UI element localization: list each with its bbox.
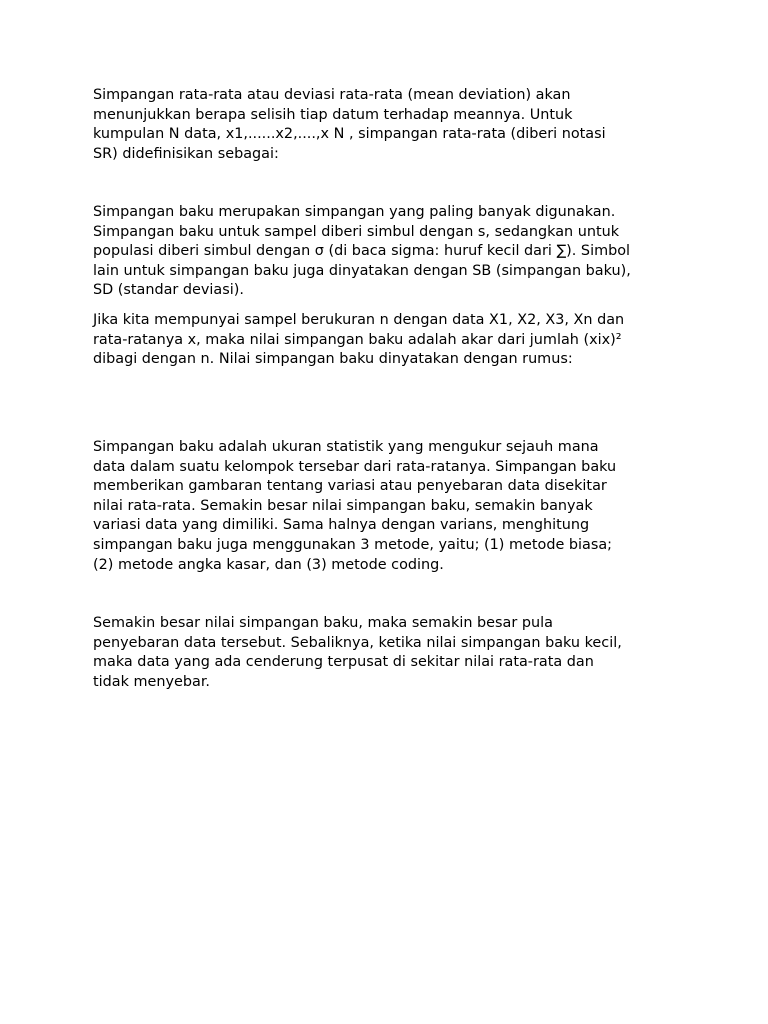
paragraph-sample-formula: Jika kita mempunyai sampel berukuran n dengan data X1, X2, X3, Xn dan rata-ratanya x, maka nilai simpangan baku adalah akar dari jumlah (xix)² dibagi dengan n. Nilai simpangan baku dinyatakan dengan rumus: [93,312,625,368]
paragraph-standard-deviation-intro: Simpangan baku merupakan simpangan yang paling banyak digunakan. Simpangan baku untuk sampel diberi simbul dengan s, sedangkan untuk populasi diberi simbul dengan σ (di baca sigma: huruf kecil dari ∑). Simbol lain untuk simpangan baku juga dinyatakan dengan SB (simpangan baku), SD (standar deviasi). [93,204,631,299]
paragraph-standard-deviation-definition: Simpangan baku adalah ukuran statistik yang mengukur sejauh mana data dalam suatu kelompok tersebar dari rata-ratanya. Simpangan baku memberikan gambaran tentang variasi atau penyebaran data disekitar nilai rata-rata. Semakin besar nilai simpangan baku, semakin banyak variasi data yang dimiliki. Sama halnya dengan varians, menghitung simpangan baku juga menggunakan 3 metode, yaitu; (1) metode biasa; (2) metode angka kasar, dan (3) metode coding. [93,439,617,573]
paragraph-mean-deviation: Simpangan rata-rata atau deviasi rata-rata (mean deviation) akan menunjukkan berapa selisih tiap datum terhadap meannya. Untuk kumpulan N data, x1,......x2,....,x N , simpangan rata-rata (diberi notasi SR) didefinisikan sebagai: [93,87,606,162]
paragraph-standard-deviation-interpretation: Semakin besar nilai simpangan baku, maka semakin besar pula penyebaran data tersebut. Sebaliknya, ketika nilai simpangan baku kecil, maka data yang ada cenderung terpusat di sekitar nilai rata-rata dan tidak menyebar. [93,615,622,690]
